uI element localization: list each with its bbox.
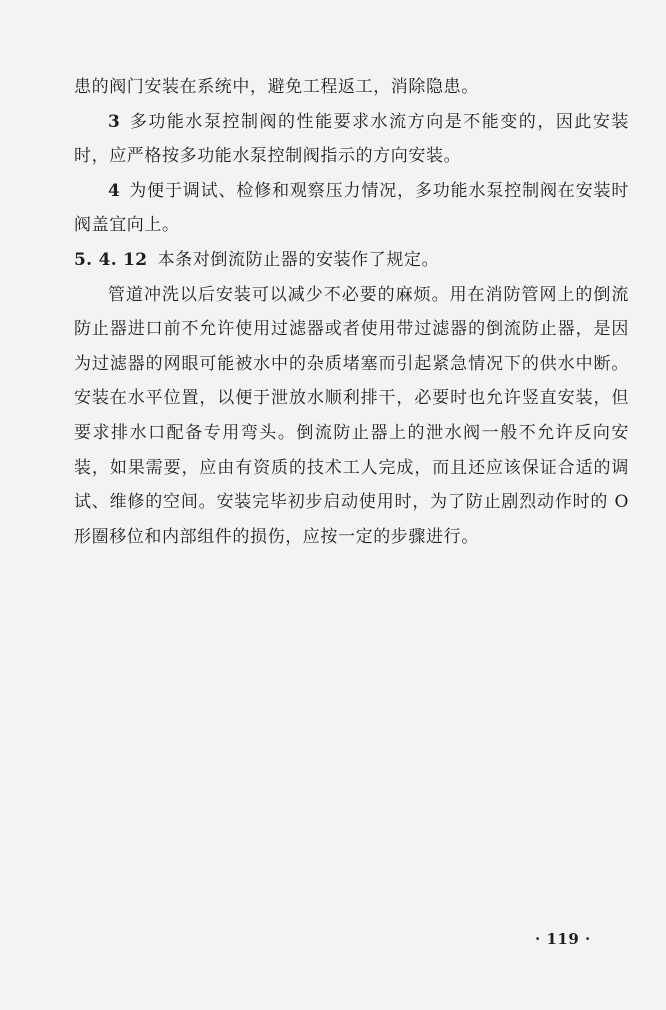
paragraph-text: 为便于调试、检修和观察压力情况，多功能水泵控制阀在安装时阀盖宜向上。 [74,180,629,236]
item-number: 3 [108,111,121,132]
paragraph-continuation [74,70,629,105]
paragraph-text: 多功能水泵控制阀的性能要求水流方向是不能变的，因此安装时，应严格按多功能水泵控制阀指示的方向安装。 [74,111,629,167]
paragraph-text: 患的阀门安装在系统中，避免工程返工，消除隐患。 [74,77,479,97]
paragraph-text: 管道冲洗以后安装可以减少不必要的麻烦。用在消防管网上的倒流防止器进口前不允许使用过滤器或者使用带过滤器的倒流防止器，是因为过滤器的网眼可能被水中的杂质堵塞而引起紧急情况下的供水中断。安装在水平位置，以便于泄放水顺利排干，必要时也允许竖直安装，但要求排水口配备专用弯头。倒流防止器上的泄水阀一般不允许反向安装，如果需要，应由有资质的技术工人完成，而且还应该保证合适的调试、维修的空间。安装完毕初步启动使用时，为了防止剧烈动作时的 O 形圈移位和内部组件的损伤，应按一定的步骤进行。 [74,284,629,547]
item-number: 4 [108,180,121,201]
paragraph-body [74,278,629,555]
section-title: 本条对倒流防止器的安装作了规定。 [157,249,440,270]
page-number: · 119 · [535,930,591,948]
text-block [74,70,629,554]
section-heading [74,243,629,278]
section-number: 5. 4. 12 [74,249,148,270]
paragraph-item-3 [74,105,629,174]
paragraph-item-4 [74,174,629,243]
